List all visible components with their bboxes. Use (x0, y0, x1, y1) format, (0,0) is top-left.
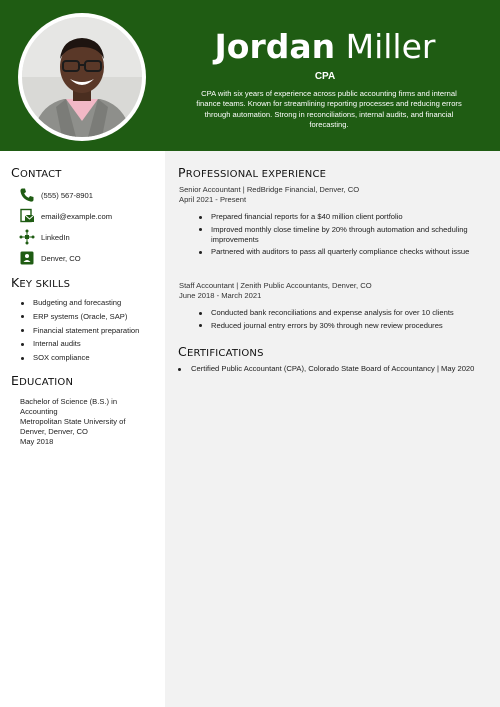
contact-location (19, 250, 81, 266)
job-bullet: Conducted bank reconciliations and expense analysis for over 10 clients (197, 308, 482, 318)
school: Metropolitan State University of Denver, Denver, CO (20, 417, 126, 436)
phone-icon (19, 187, 35, 203)
contact-heading: CONTACT (11, 165, 62, 180)
mail-icon (19, 208, 35, 224)
education-date: May 2018 (20, 437, 54, 446)
job-dates: April 2021 - Present (179, 195, 247, 204)
contact-linkedin[interactable] (19, 229, 70, 245)
email-text: email@example.com (41, 211, 113, 221)
linkedin-icon (19, 229, 35, 245)
skill-item: SOX compliance (19, 353, 159, 367)
skills-list (19, 298, 159, 367)
profile-photo-frame (18, 13, 146, 141)
skill-item: Financial statement preparation (19, 326, 159, 340)
person-name (150, 26, 500, 68)
certifications-list (177, 364, 477, 374)
certification-item: Certified Public Accountant (CPA), Colorado State Board of Accountancy | May 2020 (177, 364, 477, 374)
job-position: Staff Accountant | Zenith Public Accountants, Denver, CO (179, 281, 372, 290)
job-bullet: Reduced journal entry errors by 30% through new review procedures (197, 321, 482, 331)
job-role: CPA (314, 71, 336, 82)
phone-text: (555) 567-8901 (41, 190, 93, 200)
certifications-heading: CERTIFICATIONS (178, 344, 264, 359)
experience-heading: PROFESSIONAL EXPERIENCE (178, 165, 327, 180)
contact-email[interactable] (19, 208, 112, 224)
job-bullet: Prepared financial reports for a $40 million client portfolio (197, 212, 482, 222)
skill-item: ERP systems (Oracle, SAP) (19, 312, 159, 326)
skill-item: Budgeting and forecasting (19, 298, 159, 312)
last-name: Miller (345, 27, 436, 66)
education-heading: EDUCATION (11, 373, 74, 388)
header-banner (0, 0, 500, 151)
contact-heading-text: ONTACT (19, 169, 62, 180)
job-bullet: Improved monthly close timeline by 20% through automation and scheduling improvements (197, 225, 482, 245)
contact-phone[interactable] (19, 187, 93, 203)
job-bullet: Partnered with auditors to pass all quarterly compliance checks without issue (197, 247, 482, 257)
profile-photo (22, 17, 142, 137)
education-entry (20, 397, 145, 447)
job-dates: June 2018 - March 2021 (179, 291, 262, 300)
location-icon (19, 250, 35, 266)
degree: Bachelor of Science (B.S.) in Accounting (20, 397, 118, 416)
professional-summary: CPA with six years of experience across public accounting firms and internal finance teams. Known for streamlining reporting processes and reducing errors through automation. Strong in reconciliations, internal audits, and financial forecasting. (196, 89, 462, 130)
skills-heading: KEY SKILLS (11, 275, 71, 290)
location-text: Denver, CO (41, 253, 81, 263)
job-bullets (197, 212, 482, 260)
job-bullets (197, 308, 482, 333)
linkedin-text: LinkedIn (41, 232, 70, 242)
first-name: Jordan (214, 27, 336, 66)
job-position: Senior Accountant | RedBridge Financial, Denver, CO (179, 185, 360, 194)
skill-item: Internal audits (19, 339, 159, 353)
